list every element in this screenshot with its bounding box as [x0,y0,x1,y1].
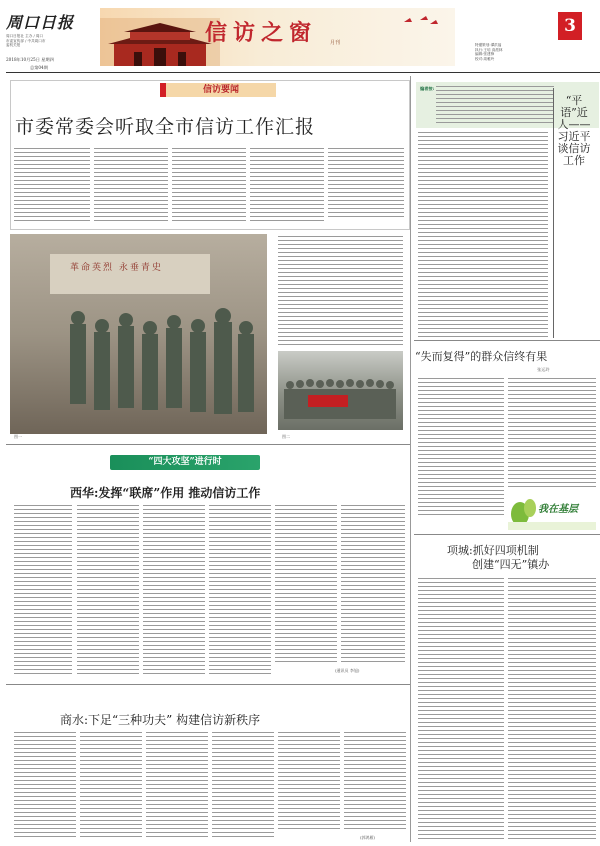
section-rule [6,684,410,685]
photo-caption: 图二 [282,434,290,439]
xihua-body-col-5 [275,505,337,665]
people-group-illustration [60,304,260,434]
doves-icon [400,14,440,28]
section-tag-news: 信访要闻 [160,83,276,97]
page-number-badge: 3 [558,12,582,40]
letter-result-headline: “失而复得”的群众信终有果 [415,350,548,363]
xihua-body-col-6 [341,505,405,665]
column-subtitle: 月刊 [330,40,341,46]
editor-line: 执行:王培 高派林 [475,47,503,52]
memorial-banner: 革命英烈 永垂青史 [70,263,163,273]
editor-note-label: 编者按: [420,86,435,91]
xihua-headline: 西华:发挥“联席”作用 推动信访工作 [70,486,261,500]
section-rule [414,534,600,535]
xi-quotes-body [418,132,548,342]
editor-credits [475,43,595,61]
xihua-body-col-1 [14,505,72,675]
shangshui-body-col-4 [212,732,274,840]
xihua-body-col-4 [209,505,271,675]
column-divider [410,76,411,842]
section-tag-campaign: “四大攻坚”进行时 [110,455,260,470]
photo-memorial-visit [10,234,267,434]
lead-body-col-3 [172,148,246,222]
issue-number: 总第04期 [30,65,48,70]
masthead-rule [6,72,600,73]
lead-body-col-1 [14,148,90,222]
xihua-byline: (通讯员 李旭) [335,668,360,673]
shangshui-headline: 商水:下足“三种功夫” 构建信访新秩序 [60,713,261,727]
photo-caption: 图一 [14,434,22,439]
xiangcheng-body-col-2 [508,578,596,840]
column-title-rule [553,88,554,338]
column-title: 信访之窗 [205,20,318,46]
editor-line: 校对:周雅玲 [475,56,495,61]
xihua-body-col-2 [77,505,139,675]
xiangcheng-headline-line-2: 创建“四无”镇办 [472,558,550,571]
xiangcheng-headline-line-1: 项城:抓好四项机制 [447,544,539,557]
shangshui-body-col-2 [80,732,142,840]
lead-headline: 市委常委会听取全市信访工作汇报 [15,116,316,138]
lead-body-col-4 [250,148,324,222]
grassroots-tag [508,494,596,530]
photo-group-banner [278,351,403,430]
lead-body-col-2 [94,148,168,222]
editor-line: 编辑:张建锋 [475,52,495,57]
people-group-illustration [278,371,403,426]
masthead-info: 周口日报社 主办 / 周口市委宣传部 / 中共周口市委机关报 [6,34,46,48]
photo-story-text [278,236,403,346]
shangshui-body-col-3 [146,732,208,840]
shangshui-body-col-5 [278,732,340,832]
xihua-body-col-3 [143,505,205,675]
shangshui-body-col-1 [14,732,76,840]
shangshui-byline: (郭鸿雁) [360,835,376,840]
editor-note-text [436,86,554,124]
newspaper-logo: 周口日报 [6,13,75,32]
xi-quotes-column-title: “平语”近人——习近平谈信访工作 [557,94,591,167]
tiananmen-gate-illustration [100,18,220,66]
section-rule [6,444,410,445]
editor-line: 特邀策划:谭洪福 [475,43,502,47]
letter-result-body-col-1 [418,378,504,518]
xiangcheng-body-col-1 [418,578,504,840]
letter-result-byline: 张运玲 [537,367,550,372]
letter-result-body-col-2 [508,378,596,488]
issue-date: 2018年10月25日 星期四 [6,57,54,62]
shangshui-body-col-6 [344,732,406,832]
section-rule [414,340,600,341]
lead-body-col-5 [328,148,404,218]
grassroots-label: 我在基层 [538,504,578,515]
